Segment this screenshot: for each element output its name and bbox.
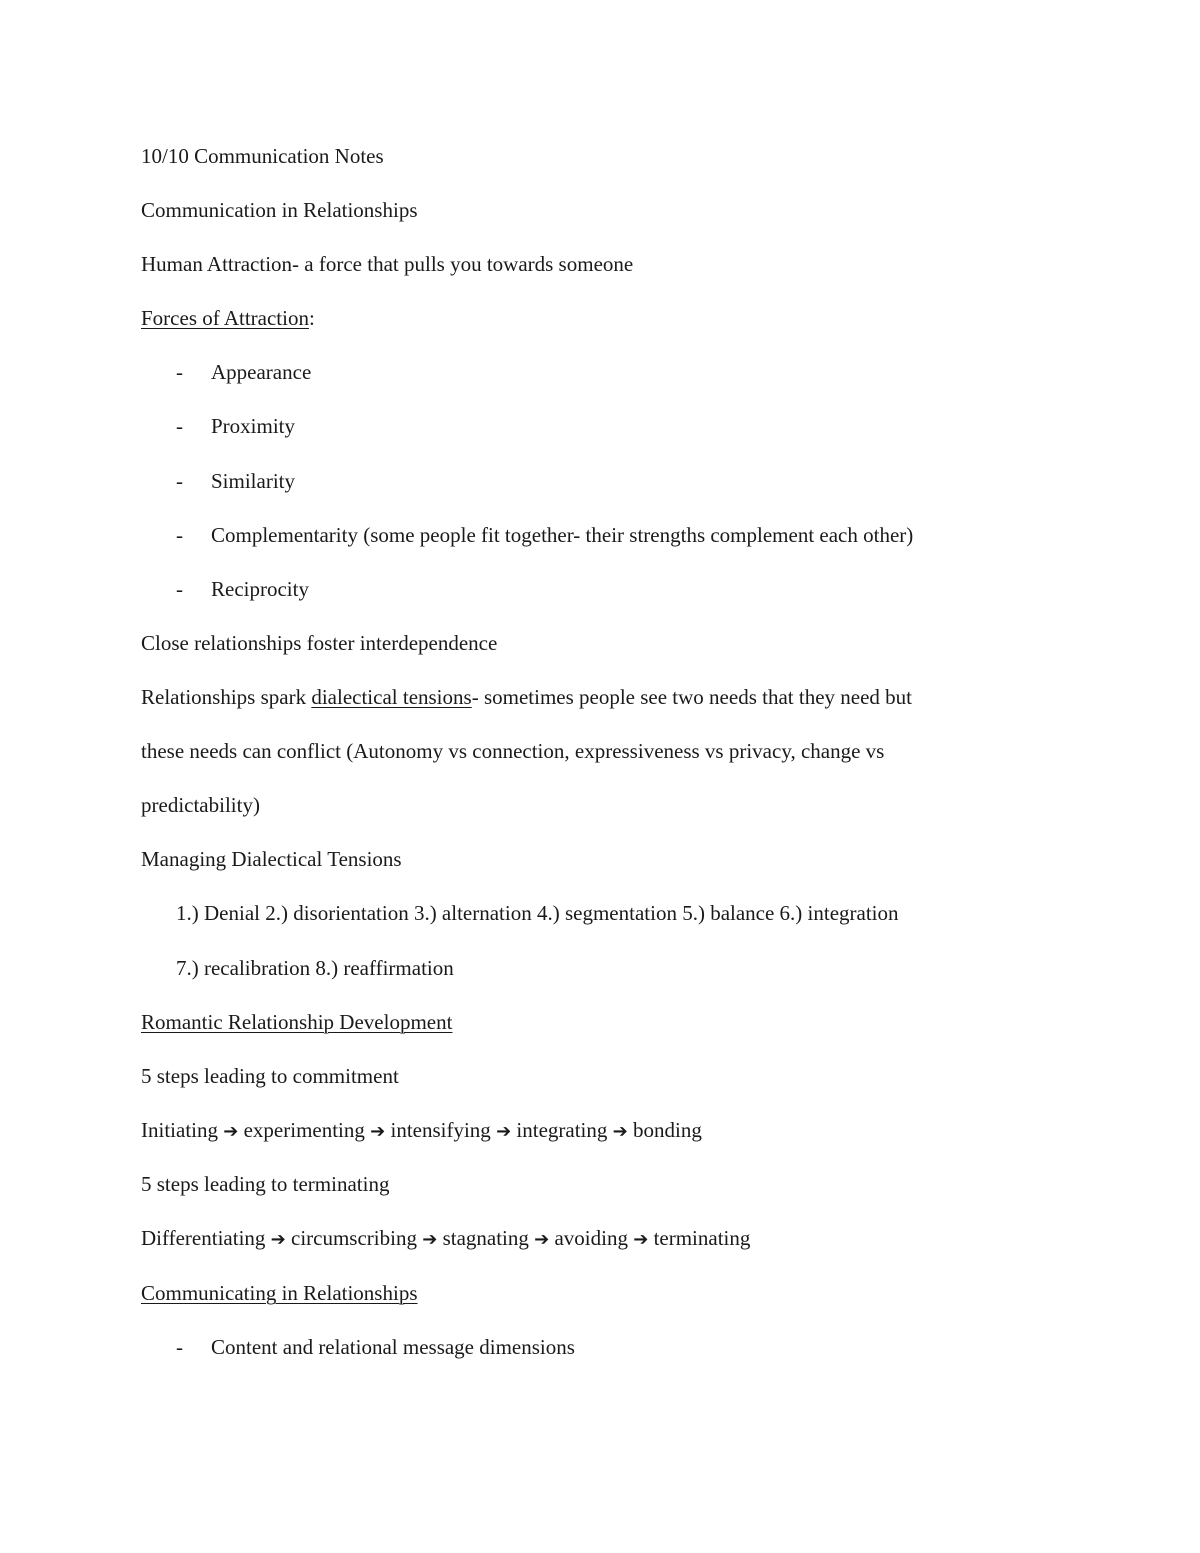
managing-steps-line-1: 1.) Denial 2.) disorientation 3.) alternation 4.) segmentation 5.) balance 6.) integration [176, 901, 899, 925]
step-text: experimenting [243, 1118, 365, 1142]
bullet-dash: - [176, 469, 183, 493]
forces-heading-text: Forces of Attraction [141, 306, 309, 330]
bullet-dash: - [176, 523, 183, 547]
tensions-term: dialectical tensions [311, 685, 472, 709]
arrow-right-icon: ➔ [633, 1229, 649, 1250]
doc-title: 10/10 Communication Notes [141, 144, 384, 168]
list-item-text: Appearance [211, 360, 312, 384]
arrow-right-icon: ➔ [496, 1121, 512, 1142]
step-text: terminating [653, 1226, 751, 1250]
list-item-text: Complementarity (some people fit together- their strengths complement each other) [211, 523, 914, 547]
commitment-heading: 5 steps leading to commitment [141, 1064, 399, 1088]
arrow-right-icon: ➔ [612, 1121, 628, 1142]
arrow-right-icon: ➔ [370, 1121, 386, 1142]
doc-subtitle: Communication in Relationships [141, 198, 418, 222]
managing-steps-line-2: 7.) recalibration 8.) reaffirmation [176, 956, 454, 980]
step-text: Differentiating [141, 1226, 266, 1250]
arrow-right-icon: ➔ [534, 1229, 550, 1250]
step-text: circumscribing [291, 1226, 417, 1250]
communicating-heading: Communicating in Relationships [141, 1281, 418, 1305]
step-text: Initiating [141, 1118, 218, 1142]
tensions-line-2: these needs can conflict (Autonomy vs connection, expressiveness vs privacy, change vs [141, 739, 885, 763]
attraction-definition: Human Attraction- a force that pulls you towards someone [141, 252, 634, 276]
terminating-steps [141, 1224, 750, 1254]
list-item-text: Similarity [211, 469, 295, 493]
managing-heading: Managing Dialectical Tensions [141, 847, 402, 871]
commitment-steps [141, 1116, 702, 1146]
step-text: intensifying [390, 1118, 491, 1142]
list-item-text: Proximity [211, 414, 296, 438]
step-text: integrating [516, 1118, 608, 1142]
arrow-right-icon: ➔ [223, 1121, 239, 1142]
tensions-line-3: predictability) [141, 793, 260, 817]
forces-heading [141, 304, 315, 332]
tensions-line-1 [141, 683, 912, 711]
list-item-text: Content and relational message dimensions [211, 1335, 575, 1359]
romantic-heading: Romantic Relationship Development [141, 1010, 453, 1034]
bullet-dash: - [176, 1335, 183, 1359]
arrow-right-icon: ➔ [270, 1229, 286, 1250]
bullet-dash: - [176, 360, 183, 384]
close-relationships-line: Close relationships foster interdependence [141, 631, 498, 655]
step-text: stagnating [442, 1226, 529, 1250]
arrow-right-icon: ➔ [422, 1229, 438, 1250]
list-item-text: Reciprocity [211, 577, 309, 601]
step-text: avoiding [554, 1226, 628, 1250]
tensions-rest: - sometimes people see two needs that they need but [471, 685, 912, 709]
bullet-dash: - [176, 577, 183, 601]
forces-heading-colon: : [308, 306, 315, 330]
tensions-prefix: Relationships spark [141, 685, 312, 709]
step-text: bonding [632, 1118, 702, 1142]
bullet-dash: - [176, 414, 183, 438]
terminating-heading: 5 steps leading to terminating [141, 1172, 390, 1196]
